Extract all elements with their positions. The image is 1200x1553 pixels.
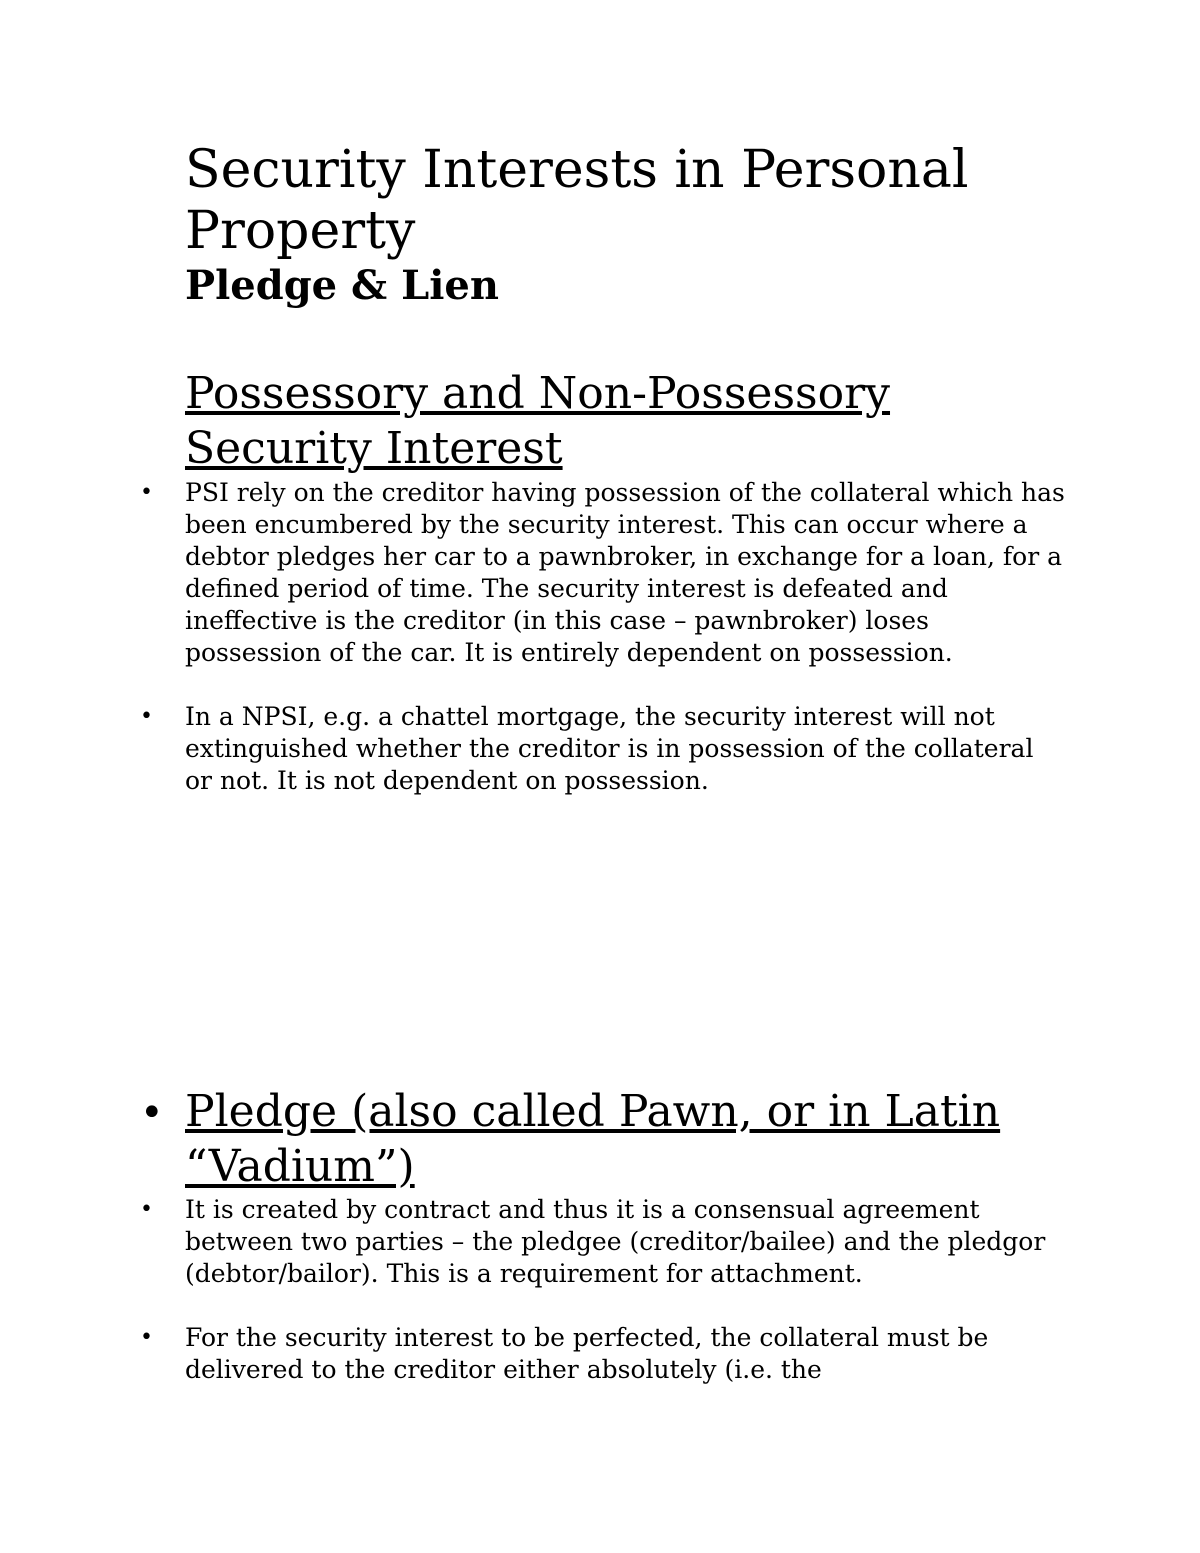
bullet-icon: • [140, 1325, 153, 1350]
pledge-bullet-list [0, 1194, 1200, 1386]
bullet-text: For the security interest to be perfected, the collateral must be delivered to the creditor either absolutely (i.e. the [185, 1323, 989, 1384]
list-item [0, 1322, 1065, 1386]
bullet-icon: • [140, 1090, 164, 1136]
bullet-icon: • [140, 704, 153, 729]
list-item [0, 477, 1065, 669]
document-title: Security Interests in Personal Property [185, 140, 969, 261]
section-bullet-list [0, 477, 1200, 797]
bullet-text: PSI rely on the creditor having possession of the collateral which has been encumbered by the security interest. This can occur where a debtor pledges her car to a pawnbroker, in exchange for a loan, for a defined period of time. The security interest is defeated and ineffective is the creditor (in this case – pawnbroker) loses possession of the car. It is entirely dependent on possession. [185, 478, 1065, 667]
bullet-icon: • [140, 480, 153, 505]
section-heading-possessory: Possessory and Non-Possessory Security Interest [185, 368, 891, 474]
bullet-text: It is created by contract and thus it is a consensual agreement between two parties – the pledgee (creditor/bailee) and the pledgor (debtor/bailor). This is a requirement for attachment. [185, 1195, 1046, 1288]
list-item [0, 1194, 1065, 1290]
bullet-text: In a NPSI, e.g. a chattel mortgage, the security interest will not extinguished whether the creditor is in possession of the collateral or not. It is not dependent on possession. [185, 702, 1034, 795]
list-item [0, 701, 1065, 797]
pledge-heading-text: Pledge (also called Pawn, or in Latin “Vadium”) [185, 1086, 1001, 1192]
bullet-icon: • [140, 1197, 153, 1222]
document-subtitle: Pledge & Lien [185, 262, 499, 309]
